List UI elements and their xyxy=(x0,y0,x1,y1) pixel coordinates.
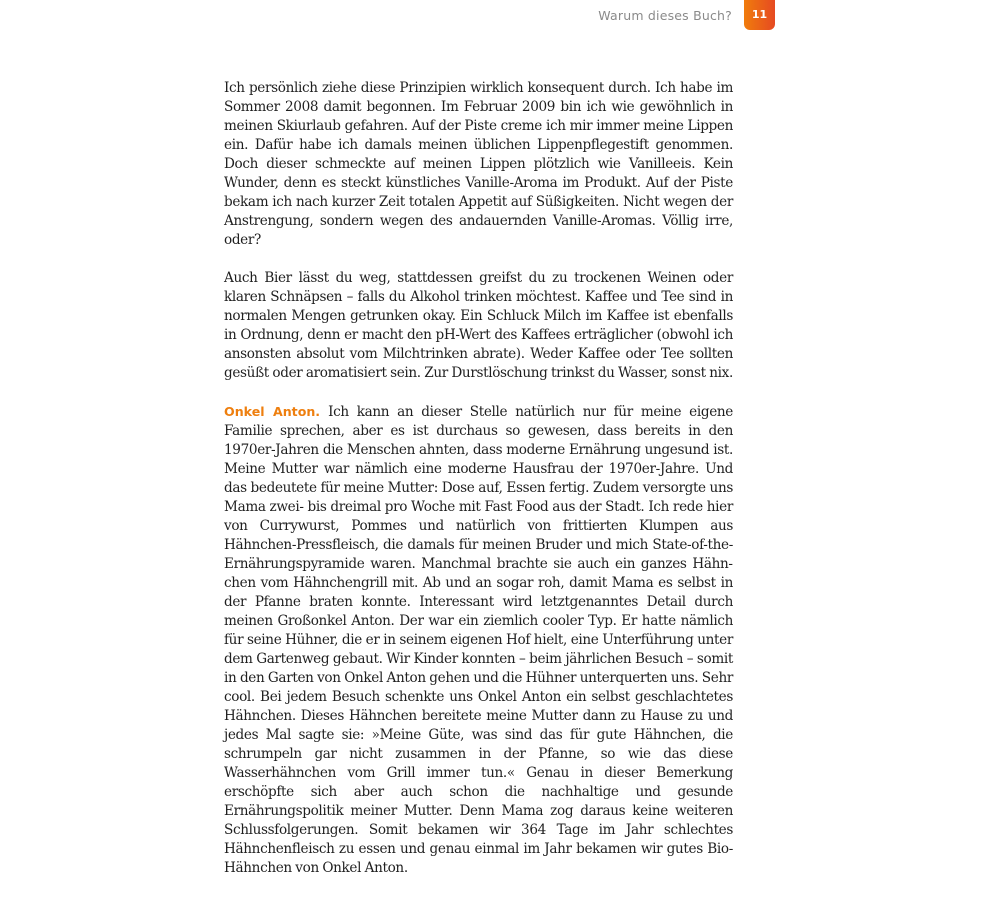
body-text xyxy=(224,79,733,897)
paragraph: Auch Bier lässt du weg, stattdessen greifst du zu trockenen Weinen oder klaren Schnäpsen – falls du Alkohol trinken möchtest. Kaffee und Tee sind in normalen Mengen getrunken okay. Ein Schluck Milch im Kaffee ist ebenfalls in Ordnung, denn er macht den pH-Wert des Kaffees erträglicher (obwohl ich ansonsten absolut vom Milchtrinken abrate). Weder Kaffee oder Tee sollten gesüßt oder aromatisiert sein. Zur Durstlöschung trinkst du Wasser, sonst nix. xyxy=(224,270,733,381)
page-number: 11 xyxy=(751,8,768,21)
paragraph-onkel-anton xyxy=(224,402,733,878)
running-header xyxy=(598,0,775,30)
section-title: Warum dieses Buch? xyxy=(598,8,732,23)
paragraph: Ich persönlich ziehe diese Prinzipien wirklich konsequent durch. Ich habe im Sommer 2008 damit begonnen. Im Februar 2009 bin ich wie gewöhnlich in meinen Skiurlaub gefahren. Auf der Piste creme ich mir immer meine Lippen ein. Dafür habe ich damals meinen üblichen Lippenpflegestift genommen. Doch dieser schmeckte auf meinen Lippen plötzlich wie Vanilleeis. Kein Wunder, denn es steckt künstliches Vanille-Aroma im Produkt. Auf der Piste bekam ich nach kurzer Zeit totalen Appetit auf Süßigkeiten. Nicht wegen der Anstrengung, sondern wegen des andauernden Vanille-Aromas. Völlig irre, oder? xyxy=(224,80,733,248)
paragraph-text: Ich kann an dieser Stelle natürlich nur für meine eigene Familie sprechen, aber es ist durchaus so gewesen, dass bereits in den 1970er-Jahren die Menschen ahnten, dass moderne Ernährung ungesund ist. Meine Mutter war nämlich eine moderne Hausfrau der 1970er-Jahre. Und das bedeutete für meine Mutter: Dose auf, Essen fertig. Zudem versorgte uns Mama zwei- bis dreimal pro Woche mit Fast Food aus der Stadt. Ich rede hier von Currywurst, Pommes und natürlich von frittierten Klumpen aus Hähnchen-Pressfleisch, die damals für meinen Bruder und mich State-of-the-Ernährungspyramide waren. Manchmal brachte sie auch ein ganzes Hähnchen vom Hähnchengrill mit. Ab und an sogar roh, damit Mama es selbst in der Pfanne braten konnte. Interessant wird letztgenanntes Detail durch meinen Großonkel Anton. Der war ein ziemlich cooler Typ. Er hatte nämlich für seine Hühner, die er in seinem eigenen Hof hielt, eine Unterführung unter dem Gartenweg gebaut. Wir Kinder konnten – beim jährlichen Besuch – somit in den Garten von Onkel Anton gehen und die Hühner unterquerten uns. Sehr cool. Bei jedem Besuch schenkte uns Onkel Anton ein selbst geschlachtetes Hähnchen. Dieses Hähnchen bereitete meine Mutter dann zu Hause zu und jedes Mal sagte sie: »Meine Güte, was sind das für gute Hähnchen, die schrumpeln gar nicht zusammen in der Pfanne, so wie das diese Wasserhähnchen vom Grill immer tun.« Genau in dieser Bemerkung erschöpfte sich aber auch schon die nachhaltige und gesunde Ernährungspolitik meiner Mutter. Denn Mama zog daraus keine weiteren Schlussfolgerungen. Somit bekamen wir 364 Tage im Jahr schlechtes Hähnchenfleisch zu essen und genau einmal im Jahr bekamen wir gutes Bio-Hähnchen von Onkel Anton. xyxy=(224,404,733,876)
paragraph-lead-in: Onkel Anton. xyxy=(224,404,321,419)
page-number-tab xyxy=(744,0,775,30)
